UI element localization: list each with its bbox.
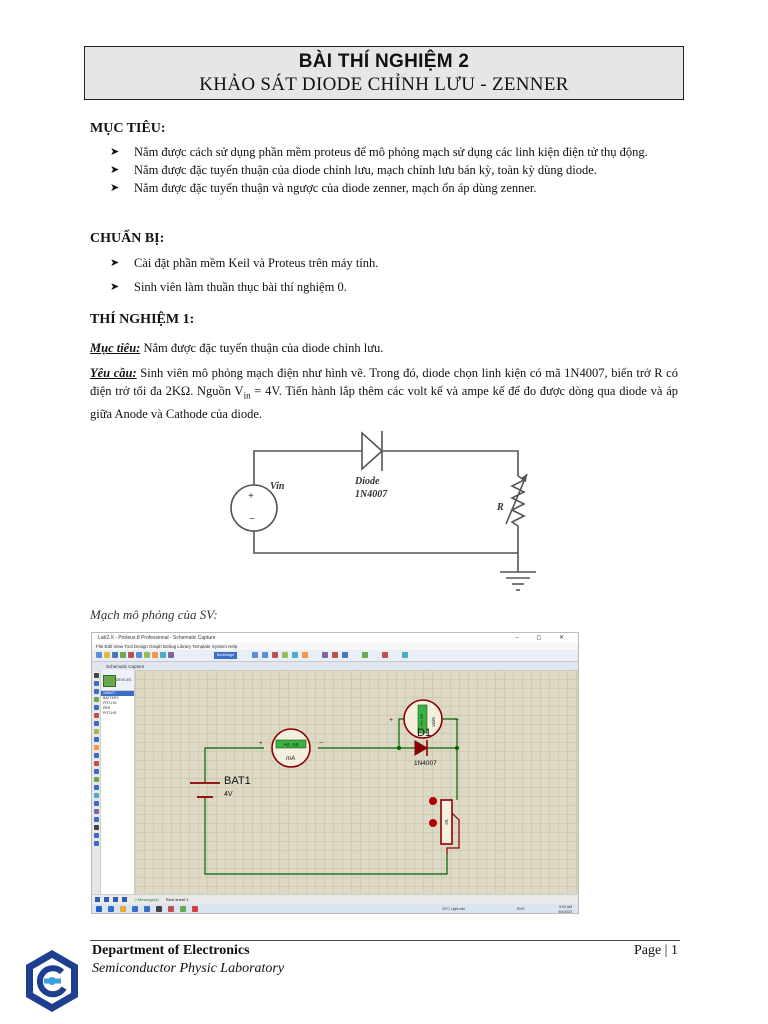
junction-dot [455, 746, 459, 750]
source-plus: + [248, 491, 254, 502]
menu-bar[interactable]: File Edit View Tool Design Graph Debug Library Template System Help [92, 643, 578, 650]
box-icon[interactable] [94, 785, 99, 790]
search-icon[interactable] [332, 652, 338, 658]
arrow-bullet-icon: ➤ [110, 182, 120, 194]
text-icon[interactable] [94, 705, 99, 710]
zoom-all-icon[interactable] [168, 652, 174, 658]
pdf-icon[interactable] [168, 906, 174, 912]
list-item: ➤ Nắm được cách sử dụng phần mềm proteus để mô phỏng mạch sử dụng các linh kiện điện tử thụ động. [110, 145, 648, 159]
svg-text:+: + [259, 741, 263, 747]
schematic-canvas[interactable] [135, 670, 578, 894]
record-icon[interactable] [128, 652, 134, 658]
tab-schematic[interactable]: Schematic Capture [92, 662, 578, 671]
wire-icon[interactable] [322, 652, 328, 658]
diode-d1-label: D1 [417, 727, 432, 739]
component-icon[interactable] [94, 681, 99, 686]
netlist-icon[interactable] [342, 652, 348, 658]
line-icon[interactable] [94, 777, 99, 782]
picker-label: DEVICES [116, 678, 132, 682]
picker-item[interactable]: BATTERY [103, 696, 119, 700]
terminal-icon[interactable] [94, 721, 99, 726]
zoom-out-icon[interactable] [160, 652, 166, 658]
block-icon[interactable] [302, 652, 308, 658]
proteus-icon[interactable] [180, 906, 186, 912]
print-icon[interactable] [136, 652, 142, 658]
requirement-label: Yêu cầu: [90, 366, 137, 380]
list-item: ➤ Sinh viên làm thuần thục bài thí nghiệm 0. [110, 280, 347, 294]
help-icon[interactable] [382, 652, 388, 658]
simulation-caption: Mạch mô phỏng của SV: [90, 607, 218, 622]
language-indicator[interactable]: ENG [517, 907, 525, 911]
picker-item[interactable]: RES [103, 706, 111, 710]
device-picker [101, 670, 135, 894]
source-minus: − [249, 514, 256, 525]
bus-icon[interactable] [94, 713, 99, 718]
folder-icon[interactable] [120, 906, 126, 912]
status-bar [92, 894, 578, 904]
picker-item[interactable]: 1N4007 [101, 691, 134, 696]
play-icon[interactable] [95, 897, 100, 902]
app-icon[interactable] [156, 906, 162, 912]
os-taskbar [92, 904, 578, 914]
pause-icon[interactable] [113, 897, 118, 902]
lab-subtitle: KHẢO SÁT DIODE CHỈNH LƯU - ZENNER [199, 74, 569, 95]
weather-widget[interactable]: 29°C Light rain [442, 907, 466, 911]
proteus-screenshot [91, 632, 579, 914]
home-icon[interactable] [402, 652, 408, 658]
step-icon[interactable] [104, 897, 109, 902]
rotate-icon[interactable] [94, 833, 99, 838]
voltmeter-reading: +0.00 [421, 713, 425, 727]
arrow-bullet-icon: ➤ [110, 257, 120, 269]
pin-icon[interactable] [94, 729, 99, 734]
grid-icon[interactable] [144, 652, 150, 658]
goal-label: Mục tiêu: [90, 341, 141, 355]
clock[interactable]: 9:03 AM 9/4/2023 [558, 905, 572, 914]
footer-divider [90, 940, 680, 941]
window-title: Lab2.X - Proteus 8 Professional - Schematic Capture [98, 635, 216, 641]
wire-top-left [254, 451, 362, 485]
wire-top-right [382, 451, 518, 476]
vin-label: Vin [270, 481, 285, 492]
window-titlebar [92, 633, 578, 643]
edge-icon[interactable] [108, 906, 114, 912]
lab-title: BÀI THÍ NGHIỆM 2 [298, 51, 470, 72]
left-toolbar [92, 670, 101, 894]
messages-count[interactable]: 0 Message(s) [134, 897, 159, 902]
arc-icon[interactable] [94, 801, 99, 806]
store-icon[interactable] [144, 906, 150, 912]
list-item: ➤ Nắm được đặc tuyến thuận của diode chỉnh lưu, mạch chỉnh lưu bán kỳ, toàn kỳ dùng diode. [110, 163, 597, 177]
footer-department: Department of Electronics [92, 943, 250, 958]
experiment1-heading: THÍ NGHIỆM 1: [90, 312, 195, 327]
redo-icon[interactable] [262, 652, 268, 658]
goal-text: Nắm được đặc tuyến thuận của diode chỉnh lưu. [140, 341, 384, 355]
preparation-heading: CHUẨN BỊ: [90, 231, 165, 246]
copy-icon[interactable] [282, 652, 288, 658]
junction-dot [397, 746, 401, 750]
list-item: ➤ Cài đặt phần mềm Keil và Proteus trên máy tính. [110, 256, 379, 270]
svg-text:+: + [389, 717, 394, 724]
diode-d1-value: 1N4007 [414, 760, 437, 767]
label-icon[interactable] [94, 697, 99, 702]
new-icon[interactable] [96, 652, 102, 658]
objectives-heading: MỤC TIÊU: [90, 121, 166, 136]
arrow-bullet-icon: ➤ [110, 164, 120, 176]
save-icon[interactable] [112, 652, 118, 658]
generator-icon[interactable] [94, 753, 99, 758]
voltmeter-unit: Volts [431, 717, 436, 727]
wire-bottom [254, 530, 518, 553]
footer-lab: Semiconductor Physic Laboratory [92, 961, 285, 976]
page-number: Page | 1 [633, 943, 678, 958]
university-logo-icon [24, 948, 80, 1014]
svg-text:−: − [319, 740, 324, 747]
picker-item[interactable]: POT-HG [103, 701, 117, 705]
pick-devices-button[interactable] [103, 675, 116, 687]
arrow-bullet-icon: ➤ [110, 146, 120, 158]
app-icon[interactable] [192, 906, 198, 912]
library-icon[interactable] [120, 652, 126, 658]
battery-label: BAT1 [224, 775, 251, 787]
experiment1-requirement: Yêu cầu: Sinh viên mô phỏng mạch điện như hình vẽ. Trong đó, diode chọn linh kiện có mã 1N4007, biến trở R có điện trở tối đa 2KΩ. Nguồn $V_{in} = 4V$. Tiến hành lắp thêm các volt kế và ampe kế để đo được dòng qua diode và áp giữa Anode và Cathode của diode. [90, 366, 678, 421]
diode-label: Diode [355, 476, 380, 487]
diode-icon [362, 433, 382, 469]
open-icon[interactable] [104, 652, 110, 658]
probe-icon[interactable] [94, 761, 99, 766]
mail-icon[interactable] [132, 906, 138, 912]
battery-value: 4V [224, 791, 233, 798]
graph-icon[interactable] [94, 737, 99, 742]
diode-part-label: 1N4007 [355, 489, 388, 500]
instrument-icon[interactable] [94, 769, 99, 774]
start-icon[interactable] [96, 906, 102, 912]
ammeter-reading: +0.00 [283, 742, 299, 749]
design-button[interactable]: BoxDesign [214, 652, 237, 659]
ammeter-unit: mA [286, 756, 295, 762]
picker-item[interactable]: POT-HG [103, 711, 117, 715]
symbol-icon[interactable] [94, 817, 99, 822]
schematic-drawing [135, 670, 578, 894]
paste-icon[interactable] [292, 652, 298, 658]
marker-icon[interactable] [94, 825, 99, 830]
select-icon[interactable] [94, 673, 99, 678]
resistor-label: R [497, 502, 504, 513]
toolbar [92, 650, 578, 662]
bom-icon[interactable] [362, 652, 368, 658]
pot-label: 2K [444, 819, 449, 825]
mirror-icon[interactable] [94, 841, 99, 846]
circle-icon[interactable] [94, 793, 99, 798]
list-item: ➤ Nắm được đặc tuyến thuận và ngược của diode zenner, mạch ổn áp dùng zenner. [110, 181, 537, 195]
root-sheet: Root sheet 1 [165, 897, 189, 902]
stop-icon[interactable] [122, 897, 127, 902]
path-icon[interactable] [94, 809, 99, 814]
svg-text:−: − [455, 717, 460, 724]
diode-d1-icon [415, 741, 427, 755]
pot-decrement-button[interactable] [429, 819, 437, 827]
junction-icon[interactable] [94, 689, 99, 694]
undo-icon[interactable] [252, 652, 258, 658]
tape-icon[interactable] [94, 745, 99, 750]
pot-increment-button[interactable] [429, 797, 437, 805]
cut-icon[interactable] [272, 652, 278, 658]
window-controls[interactable]: – ◻ ✕ [515, 635, 572, 641]
arrow-bullet-icon: ➤ [110, 281, 120, 293]
zoom-in-icon[interactable] [152, 652, 158, 658]
